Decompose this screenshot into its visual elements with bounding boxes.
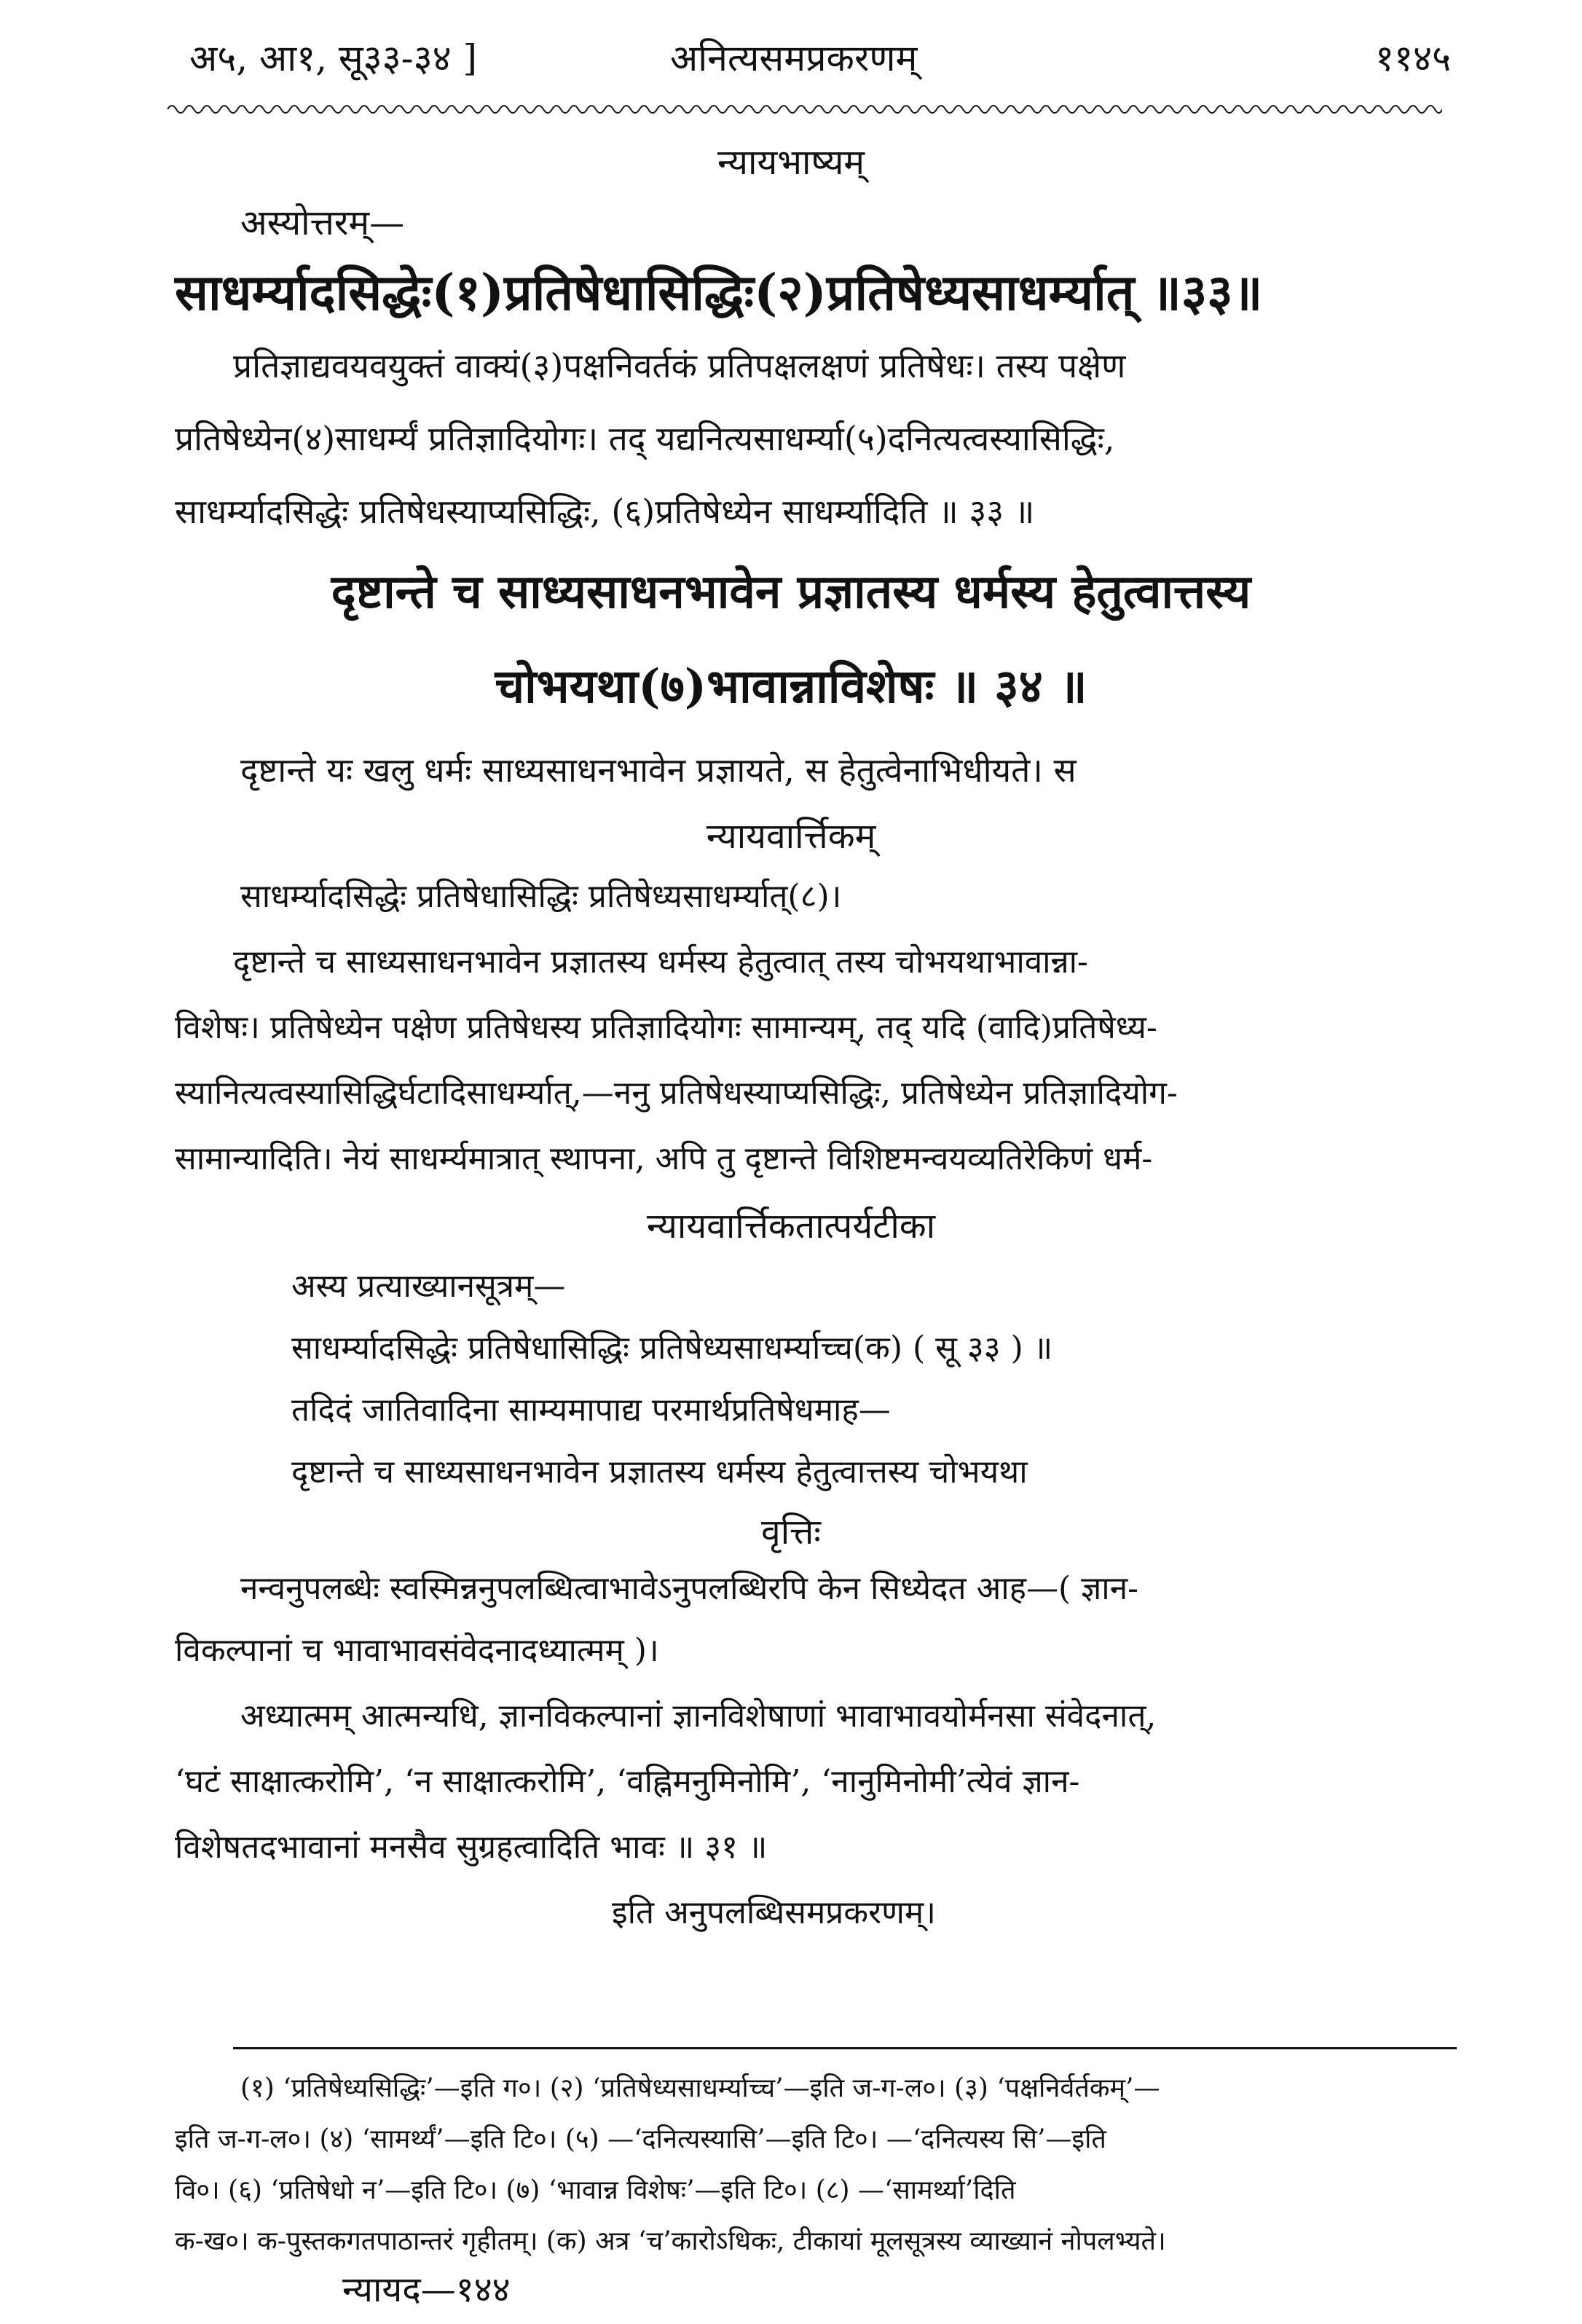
vritti-heading: वृत्तिः — [761, 1512, 821, 1552]
running-header — [168, 29, 1451, 87]
sutra-33: साधर्म्यादसिद्धेः(१)प्रतिषेधासिद्धिः(२)प्रतिषेध्यसाधर्म्यात् ॥३३॥ — [175, 264, 1263, 322]
vritti-line: नन्वनुपलब्धेः स्वस्मिन्ननुपलब्धित्वाभावेऽनुपलब्धिरपि केन सिध्येदत आह—( ज्ञान- — [240, 1570, 1138, 1607]
tika-line: दृष्टान्ते च साध्यसाधनभावेन प्रज्ञातस्य धर्मस्य हेतुत्वात्तस्य चोभयथा — [291, 1453, 1028, 1491]
tika-line: अस्य प्रत्याख्यानसूत्रम्— — [291, 1268, 566, 1305]
bhashya-line: प्रतिज्ञाद्यवयवयुक्तं वाक्यं(३)पक्षनिवर्तकं प्रतिपक्षलक्षणं प्रतिषेधः। तस्य पक्षेण — [233, 346, 1126, 385]
footnote-line: (१) ‘प्रतिषेध्यसिद्धिः’—इति ग०। (२) ‘प्रतिषेध्यसाधर्म्याच्च’—इति ज-ग-ल०। (३) ‘पक्षनिर्वर्तकम्’— — [240, 2073, 1160, 2103]
vartika-heading: न्यायवार्त्तिकम् — [706, 816, 876, 857]
vartika-line: स्यानित्यत्वस्यासिद्धिर्घटादिसाधर्म्यात्,—ननु प्रतिषेधस्याप्यसिद्धिः, प्रतिषेध्येन प्रतिज्ञादियोग- — [175, 1075, 1178, 1112]
asyottaram-label: अस्योत्तरम्— — [240, 203, 405, 243]
bhashya-line: प्रतिषेध्येन(४)साधर्म्यं प्रतिज्ञादियोगः। तद् यद्यनित्यसाधर्म्या(५)दनित्यत्वस्यासिद्धिः, — [175, 419, 1115, 458]
vritti-line: ‘घटं साक्षात्करोमि’, ‘न साक्षात्करोमि’, ‘वह्निमनुमिनोमि’, ‘नानुमिनोमी’त्येवं ज्ञान- — [175, 1763, 1080, 1800]
page-number: ११४५ — [1375, 37, 1451, 79]
header-wavy-rule — [168, 102, 1442, 117]
bhashya-line: साधर्म्यादसिद्धेः प्रतिषेधस्याप्यसिद्धिः, (६)प्रतिषेध्येन साधर्म्यादिति ॥ ३३ ॥ — [175, 492, 1035, 531]
signature-mark: न्यायद—१४४ — [342, 2269, 511, 2310]
vritti-line: विकल्पानां च भावाभावसंवेदनादध्यात्मम् )। — [175, 1632, 659, 1669]
bhashya-34-line: दृष्टान्ते यः खलु धर्मः साध्यसाधनभावेन प्रज्ञायते, स हेतुत्वेनाभिधीयते। स — [240, 750, 1077, 790]
footnote-line: क-ख०। क-पुस्तकगतपाठान्तरं गृहीतम्। (क) अत्र ‘च’कारोऽधिकः, टीकायां मूलसूत्रस्य व्याख्यानं नोपलभ्यते। — [175, 2226, 1166, 2256]
tika-line: तदिदं जातिवादिना साम्यमापाद्य परमार्थप्रतिषेधमाह— — [291, 1391, 891, 1429]
tika-line: साधर्म्यादसिद्धेः प्रतिषेधासिद्धिः प्रतिषेध्यसाधर्म्याच्च(क) ( सू ३३ ) ॥ — [291, 1330, 1053, 1367]
tika-heading: न्यायवार्त्तिकतात्पर्यटीका — [646, 1206, 936, 1247]
vartika-line: विशेषः। प्रतिषेध्येन पक्षेण प्रतिषेधस्य प्रतिज्ञादियोगः सामान्यम्, तद् यदि (वादि)प्रतिषेध्य- — [175, 1009, 1157, 1046]
header-reference: अ५, आ१, सू३३-३४ ] — [189, 37, 477, 79]
vartika-line: दृष्टान्ते च साध्यसाधनभावेन प्रज्ञातस्य धर्मस्य हेतुत्वात् तस्य चोभयथाभावान्ना- — [233, 943, 1088, 981]
footnote-line: इति ज-ग-ल०। (४) ‘सामर्थ्यं’—इति टि०। (५) —‘दनित्यस्यासि’—इति टि०। —‘दनित्यस्य सि’—इति — [175, 2124, 1106, 2154]
header-title: अनित्यसमप्रकरणम् — [670, 37, 918, 79]
footnote-line: वि०। (६) ‘प्रतिषेधो न’—इति टि०। (७) ‘भावान्न विशेषः’—इति टि०। (८) —‘सामर्थ्या’दिति — [175, 2175, 1016, 2205]
vartika-line: सामान्यादिति। नेयं साधर्म्यमात्रात् स्थापना, अपि तु दृष्टान्ते विशिष्टमन्वयव्यतिरेकिणं धर्म- — [175, 1140, 1153, 1177]
sutra-34-line-1: दृष्टान्ते च साध्यसाधनभावेन प्रज्ञातस्य धर्मस्य हेतुत्वात्तस्य — [331, 565, 1251, 619]
colophon-line: इति अनुपलब्धिसमप्रकरणम्। — [612, 1894, 936, 1931]
sutra-34-line-2: चोभयथा(७)भावान्नाविशेषः ॥ ३४ ॥ — [495, 659, 1087, 714]
footnote-rule — [233, 2047, 1457, 2049]
vritti-line: अध्यात्मम् आत्मन्यधि, ज्ञानविकल्पानां ज्ञानविशेषाणां भावाभावयोर्मनसा संवेदनात्, — [240, 1697, 1157, 1735]
nyayabhashyam-heading: न्यायभाष्यम् — [717, 142, 865, 183]
vritti-line: विशेषतदभावानां मनसैव सुग्रहत्वादिति भावः ॥ ३१ ॥ — [175, 1829, 768, 1866]
vartika-line: साधर्म्यादसिद्धेः प्रतिषेधासिद्धिः प्रतिषेध्यसाधर्म्यात्(८)। — [240, 878, 842, 915]
